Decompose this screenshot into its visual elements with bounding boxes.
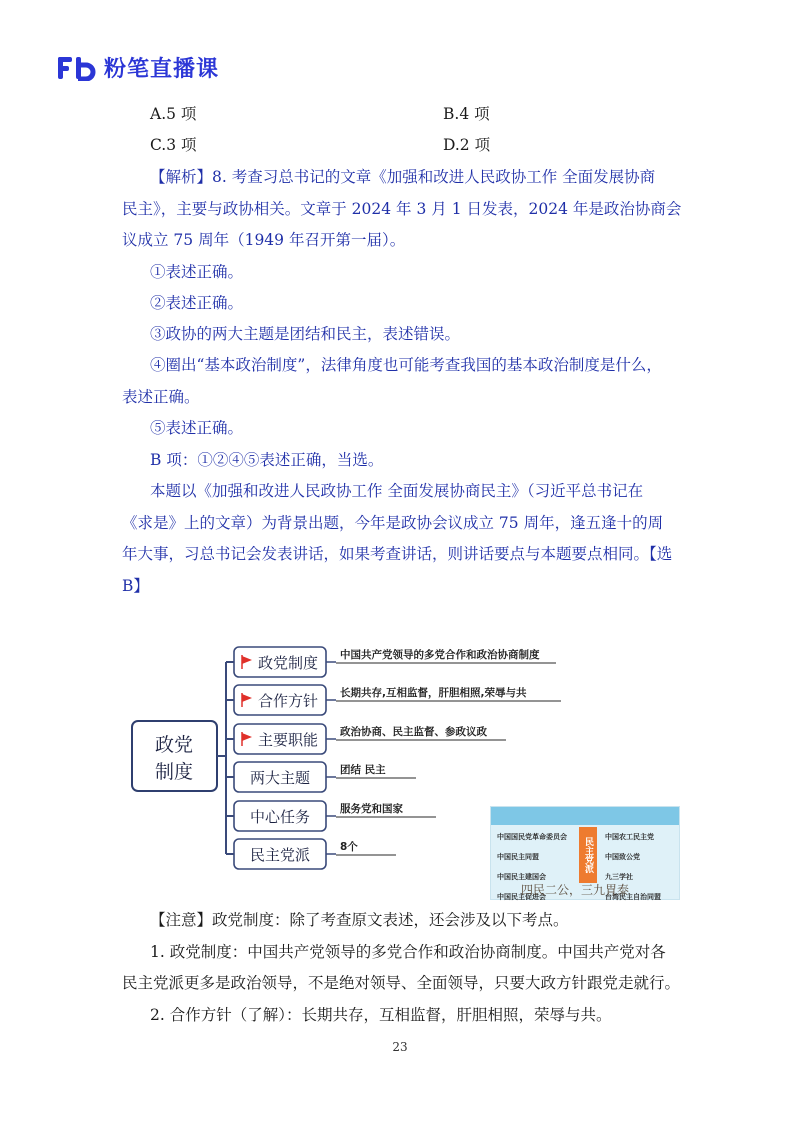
parties-center-label: 民主党派	[579, 827, 597, 883]
party-left-2: 中国民主同盟	[497, 853, 539, 861]
mindmap-branch-note: 团结 民主	[340, 764, 386, 776]
page-number: 23	[392, 1040, 408, 1054]
democratic-parties-figure	[490, 806, 680, 900]
party-right-3: 九三学社	[605, 873, 633, 881]
note-title: 【注意】政党制度：除了考查原文表述，还会涉及以下考点。	[150, 911, 569, 929]
mindmap-branch-label: 两大主题	[249, 769, 311, 787]
mindmap-branch-note: 8个	[340, 841, 358, 853]
party-left-3: 中国民主建国会	[497, 873, 546, 881]
mindmap-branch-label: 合作方针	[257, 692, 319, 710]
parties-mnemonic: 四民二公，三九胃泰	[521, 883, 630, 897]
analysis-point-4a: ④圈出“基本政治制度”，法律角度也可能考查我国的基本政治制度是什么，	[150, 356, 662, 374]
mindmap-branch-note: 长期共存,互相监督，肝胆相照,荣辱与共	[340, 687, 527, 699]
analysis-point-1: ①表述正确。	[150, 263, 244, 281]
mindmap-root-line-1: 政党	[154, 734, 194, 756]
analysis-background-3: 年大事，习总书记会发表讲话，如果考查讲话，则讲话要点与本题要点相同。【选	[122, 545, 673, 563]
option-b: B.4 项	[443, 105, 490, 123]
note-1b: 民主党派更多是政治领导，不是绝对领导、全面领导，只要大政方针跟党走就行。	[122, 974, 681, 992]
figure-header-band	[491, 807, 679, 825]
analysis-point-5: ⑤表述正确。	[150, 419, 244, 437]
analysis-background-4: B】	[122, 577, 149, 595]
analysis-point-2: ②表述正确。	[150, 294, 244, 312]
mindmap-branch-note: 政治协商、民主监督、参政议政	[340, 726, 487, 738]
mindmap-branch-label: 中心任务	[249, 808, 311, 826]
party-right-1: 中国农工民主党	[605, 833, 654, 841]
party-right-4: 台湾民主自治同盟	[605, 893, 661, 901]
mindmap-branch-label: 主要职能	[257, 731, 319, 749]
party-left-4: 中国民主促进会	[497, 893, 546, 901]
analysis-point-3: ③政协的两大主题是团结和民主，表述错误。	[150, 325, 461, 343]
brand-name: 粉笔直播课	[104, 57, 220, 82]
mindmap-branch-label: 民主党派	[249, 846, 311, 864]
analysis-line-2: 民主》，主要与政协相关。文章于 2024 年 3 月 1 日发表，2024 年是政治协商会	[122, 200, 682, 218]
mindmap-branch-note: 服务党和国家	[340, 803, 403, 815]
note-2: 2. 合作方针（了解）：长期共存，互相监督，肝胆相照，荣辱与共。	[150, 1006, 612, 1024]
analysis-line-1: 【解析】8. 考查习总书记的文章《加强和改进人民政协工作 全面发展协商	[150, 168, 656, 186]
option-a: A.5 项	[150, 105, 197, 123]
fb-logo-icon	[56, 55, 96, 81]
party-right-2: 中国致公党	[605, 853, 640, 861]
analysis-background-1: 本题以《加强和改进人民政协工作 全面发展协商民主》（习近平总书记在	[150, 482, 644, 500]
mindmap-root-line-2: 制度	[154, 761, 194, 783]
brand-logo	[56, 52, 219, 83]
analysis-background-2: 《求是》上的文章）为背景出题，今年是政协会议成立 75 周年，逢五逢十的周	[122, 514, 664, 532]
mindmap-branch-note: 中国共产党领导的多党合作和政治协商制度	[340, 649, 540, 661]
analysis-answer: B 项：①②④⑤表述正确，当选。	[150, 451, 384, 469]
note-1a: 1. 政党制度：中国共产党领导的多党合作和政治协商制度。中国共产党对各	[150, 943, 666, 961]
analysis-line-3: 议成立 75 周年（1949 年召开第一届）。	[122, 231, 406, 249]
option-d: D.2 项	[443, 136, 491, 154]
mindmap-branch-label: 政党制度	[257, 654, 319, 672]
party-left-1: 中国国民党革命委员会	[497, 833, 567, 841]
analysis-point-4b: 表述正确。	[122, 388, 200, 406]
option-c: C.3 项	[150, 136, 197, 154]
